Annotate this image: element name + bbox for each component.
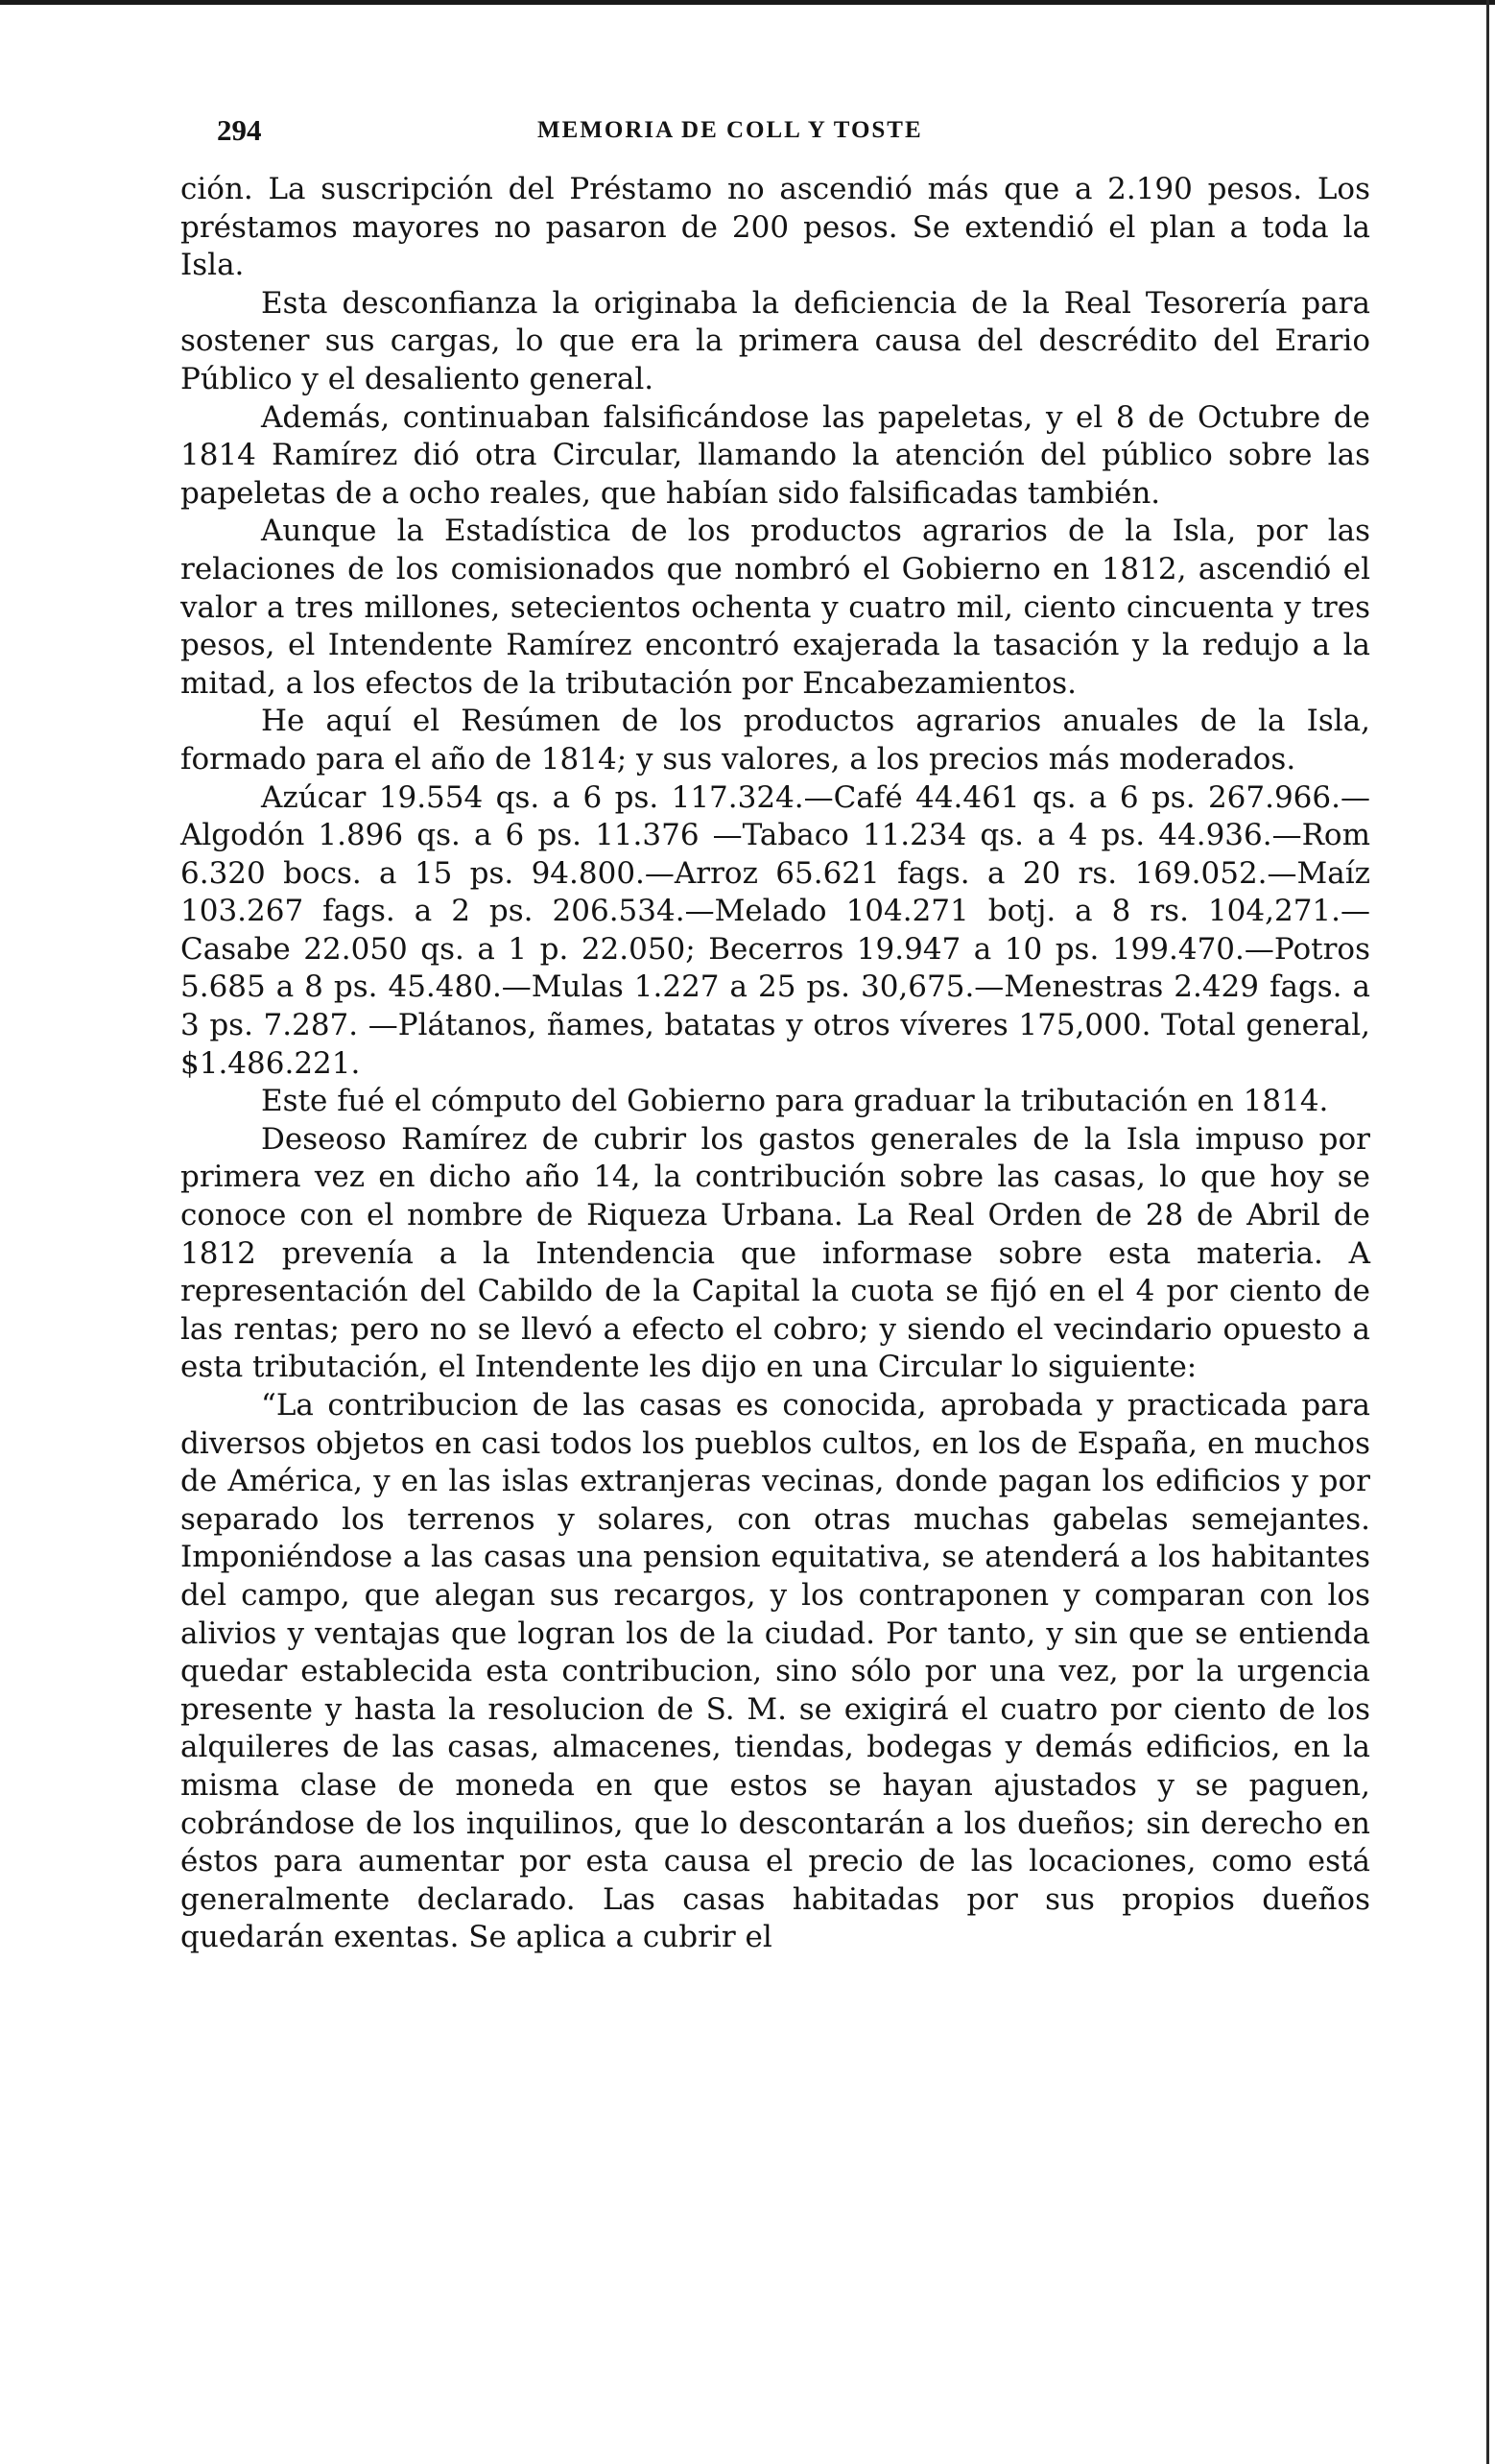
paragraph-papeletas: Además, continuaban falsificándose las papeletas, y el 8 de Octubre de 1814 Ramírez dió otra Circular, llamando la atención del público sobre las papeletas de a ocho reales, que habían sido falsificadas también. xyxy=(180,399,1370,511)
paragraph-continuation: ción. La suscripción del Préstamo no ascendió más que a 2.190 pesos. Los préstamos mayores no pasaron de 200 pesos. Se extendió el plan a toda la Isla. xyxy=(180,172,1370,283)
running-head xyxy=(180,113,1370,167)
paragraph-desconfianza: Esta desconfianza la originaba la deficiencia de la Real Tesorería para sostener sus cargas, lo que era la primera causa del descrédito del Erario Público y el desaliento general. xyxy=(180,285,1370,396)
book-page xyxy=(180,113,1370,1957)
paragraph-circular-quote: “La contribucion de las casas es conocida, aprobada y practicada para diversos objetos en casi todos los pueblos cultos, en los de España, en muchos de América, y en las islas extranjeras vecinas, donde pagan los edificios y por separado los terrenos y solares, con otras muchas gabelas semejantes. Imponiéndose a las casas una pension equitativa, se atenderá a los habitantes del campo, que alegan sus recargos, y los contraponen y comparan con los alivios y ventajas que logran los de la ciudad. Por tanto, y sin que se entienda quedar establecida esta contribucion, sino sólo por una vez, por la urgencia presente y hasta la resolucion de S. M. se exigirá el cuatro por ciento de los alquileres de las casas, almacenes, tiendas, bodegas y demás edificios, en la misma clase de moneda en que estos se hayan ajustados y se paguen, cobrándose de los inquilinos, que lo descontarán a los dueños; sin derecho en éstos para aumentar por esta causa el precio de las locaciones, como está generalmente declarado. Las casas habitadas por sus propios dueños quedarán exentas. Se aplica a cubrir el xyxy=(180,1388,1370,1955)
running-title: MEMORIA DE COLL Y TOSTE xyxy=(537,117,923,143)
page-number: 294 xyxy=(217,113,262,147)
paragraph-productos-list: Azúcar 19.554 qs. a 6 ps. 117.324.—Café 44.461 qs. a 6 ps. 267.966.—Algodón 1.896 qs. a 6 ps. 11.376 —Tabaco 11.234 qs. a 4 ps. 44.936.—Rom 6.320 bocs. a 15 ps. 94.800.—Arroz 65.621 fags. a 20 rs. 169.052.—Maíz 103.267 fags. a 2 ps. 206.534.—Melado 104.271 botj. a 8 rs. 104,271.—Casabe 22.050 qs. a 1 p. 22.050; Becerros 19.947 a 10 ps. 199.470.—Potros 5.685 a 8 ps. 45.480.—Mulas 1.227 a 25 ps. 30,675.—Menestras 2.429 fags. a 3 ps. 7.287. —Plátanos, ñames, batatas y otros víveres 175,000. Total general, $1.486.221. xyxy=(180,779,1370,1081)
body-text xyxy=(180,171,1370,1957)
top-border-rule xyxy=(0,0,1495,5)
paragraph-estadistica: Aunque la Estadística de los productos agrarios de la Isla, por las relaciones de los comisionados que nombró el Gobierno en 1812, ascendió el valor a tres millones, setecientos ochenta y cuatro mil, ciento cincuenta y tres pesos, el Intendente Ramírez encontró exajerada la tasación y la redujo a la mitad, a los efectos de la tributación por Encabezamientos. xyxy=(180,514,1370,701)
right-border-rule xyxy=(1486,0,1489,2464)
paragraph-riqueza-urbana: Deseoso Ramírez de cubrir los gastos generales de la Isla impuso por primera vez en dicho año 14, la contribución sobre las casas, lo que hoy se conoce con el nombre de Riqueza Urbana. La Real Orden de 28 de Abril de 1812 prevenía a la Intendencia que informase sobre esta materia. A representación del Cabildo de la Capital la cuota se fijó en el 4 por ciento de las rentas; pero no se llevó a efecto el cobro; y siendo el vecindario opuesto a esta tributación, el Intendente les dijo en una Circular lo siguiente: xyxy=(180,1121,1370,1385)
paragraph-computo: Este fué el cómputo del Gobierno para graduar la tributación en 1814. xyxy=(261,1084,1329,1119)
paragraph-resumen-intro: He aquí el Resúmen de los productos agrarios anuales de la Isla, formado para el año de 1814; y sus valores, a los precios más moderados. xyxy=(180,704,1370,777)
